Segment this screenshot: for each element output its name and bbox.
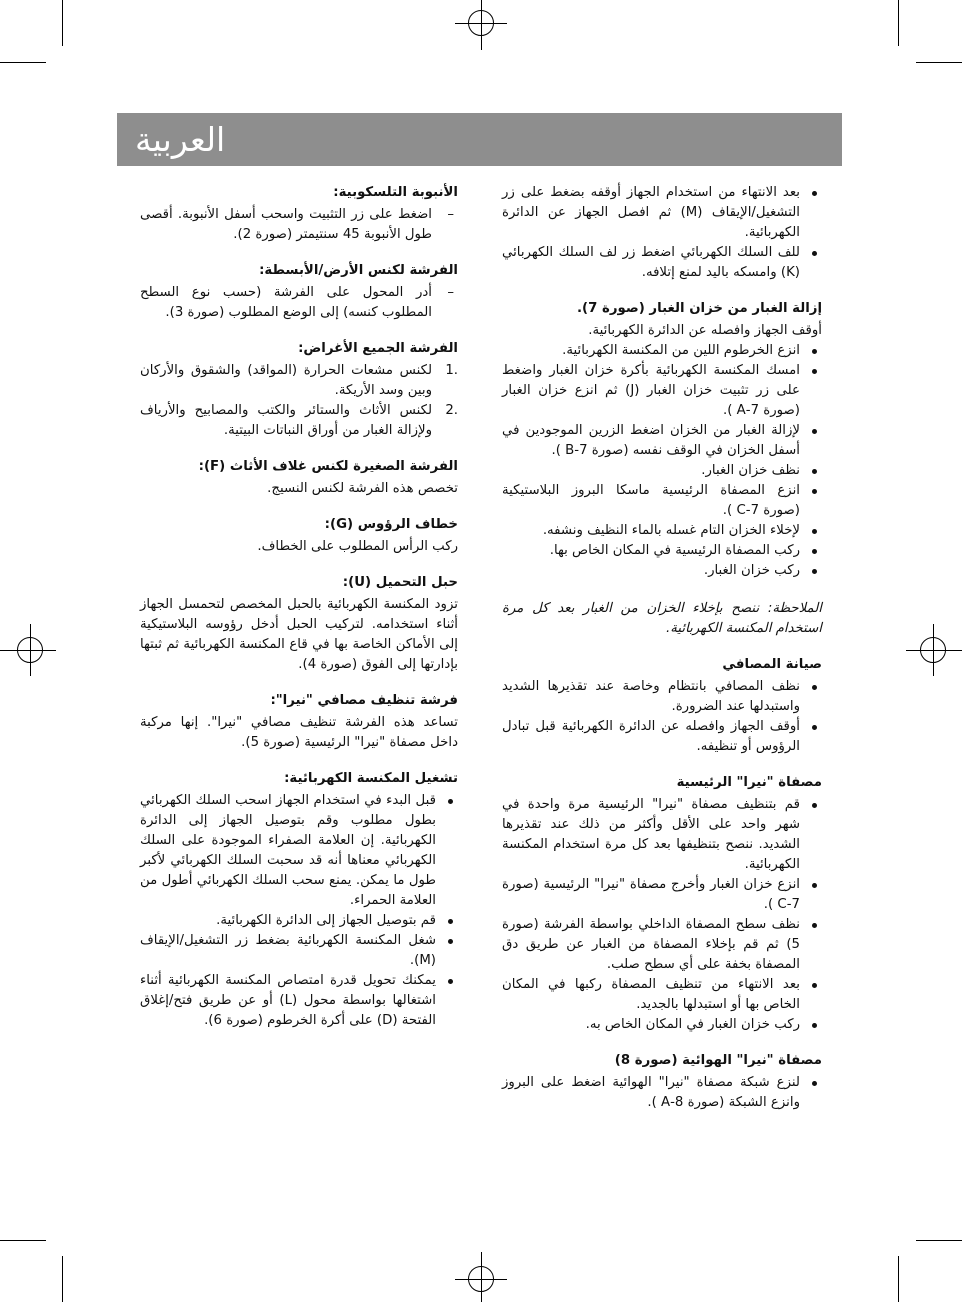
dust-removal-list [502,341,822,581]
intro-section [502,183,822,283]
floor-brush-section [140,261,458,323]
section-heading: مصفاة "نيرا" الهوائية (صورة 8) [614,1053,822,1068]
list-item: ركب المصفاة الرئيسية في المكان الخاص بها. [502,541,800,561]
list-item: يمكنك تحويل قدرة امتصاص المكنسة الكهربائية أثناء اشتغالها بواسطة محول (L) أو عن طريق فتح/إغلاق الفتحة (D) على أكرة الخرطوم (صورة 6). [140,971,436,1031]
section-heading: الفرشة الصغيرة لكنس غلاف الأثاث (F): [198,459,458,474]
crop-mark [916,1240,962,1241]
list-item: أوقف الجهاز وافصله عن الدائرة الكهربائية قبل تبادل الرؤوس أو تنظيفه. [502,717,800,757]
filters-maintenance-list [502,677,822,757]
section-heading: إزالة الغبار من خزان الغبار (صورة 7). [577,301,822,316]
paragraph: تزود المكنسة الكهربائية بالحبل المخصص لتحمسل الجهاز أثناء استخدامه. لتركيب الحبل أدخل رؤوسه البلاستيكية إلى الأماكن الخاصة بها في قاع المكنسة الكهربائية ثم ثبتها بإدارتها إلى الفوق (صورة 4). [140,597,458,672]
list-item: شغل المكنسة الكهربائية بضغط زر التشغيل/الإيقاف (M). [140,931,436,971]
carry-strap-section [140,573,458,675]
page-title: العربية [135,120,226,159]
section-heading: الأنبوبة التلسكوبية: [333,185,458,200]
universal-brush-section [140,339,458,441]
item-text: لكنس الأثاث والستائر والكتب والمصابيح والأرياف ولإزالة الغبار من أوراق النباتات البيتية. [140,403,432,438]
list-item: قبل البدء في استخدام الجهاز اسحب السلك الكهربائي بطول مطلوب وقم بتوصيل الجهاز إلى الدائرة الكهربائية. إن العلامة الصفراء الموجودة على السلك الكهربائي معناها أنه قد سحبت السلك الكهربائي لأكبر طول ما يمكن. يمنع سحب السلك الكهربائي أطول من العلامة الحمراء. [140,791,436,911]
list-item: ركب خزان الغبار في المكان الخاص به. [502,1015,800,1035]
crop-mark [916,62,962,63]
section-heading: الفرشة لكنس الأرض/الأبسطة: [259,263,458,278]
list-item: بعد الانتهاء من استخدام الجهاز أوقفه بضغط على زر التشغيل/الإيقاف (M) ثم افصل الجهاز عن الدائرة الكهربائية. [502,183,800,243]
air-filter-list [502,1073,822,1113]
crop-mark [62,0,63,46]
floor-brush-list [140,283,458,323]
list-item: بعد الانتهاء من تنظيف المصفاة ركبها في المكان الخاص بها أو استبدلها بالجديد. [502,975,800,1015]
crop-mark [898,1256,899,1302]
list-item: قم بتنظيف مصفاة "نيرا" الرئيسية مرة واحدة في شهر واحد على الأقل وأكثر من ذلك عند تقذيرها الشديد. ننصح بتنظيفها بعد كل مرة استخدام المكنسة الكهربائية. [502,795,800,875]
list-item: لإزالة الغبار من الخزان اضغط الزرين الموجودين في أسفل الخزان في الوقف نفسه (صورة 7-B ). [502,421,800,461]
item-number: 2. [445,403,458,418]
crop-mark [898,0,899,46]
crop-mark [0,62,46,63]
registration-mark-bottom [455,1279,507,1280]
universal-brush-list [140,361,458,441]
list-item: انزع المصفاة الرئيسية ماسكا البروز البلاستيكية (صورة 7-C ). [502,481,800,521]
language-banner [117,113,842,166]
list-item: امسك المكنسة الكهربائية بأكرة خزان الغبار واضغط على زر تثبيت خزان الغبار (J) ثم انزع خزان الغبار (صورة 7-A ). [502,361,800,421]
operation-list [140,791,458,1031]
air-filter-section [502,1051,822,1113]
operation-section [140,769,458,1031]
section-heading: الفرشة الجميع الأغراض: [298,341,458,356]
list-item: ركب خزان الغبار. [502,561,800,581]
registration-mark-top [481,0,482,50]
list-item [140,401,458,441]
note: الملاحظة: ننصح بإخلاء الخزان من الغبار بعد كل مرة استخدام المكنسة الكهربائية. [502,601,822,636]
furniture-brush-section [140,457,458,499]
list-item: للف السلك الكهربائي اضغط زر لف السلك الكهربائي (K) وامسكه باليد لمنع إتلافه. [502,243,800,283]
filters-maintenance-section [502,655,822,757]
registration-mark-bottom [481,1252,482,1302]
telescopic-tube-section [140,183,458,245]
main-filter-section [502,773,822,1035]
left-column [140,183,458,1047]
main-filter-list [502,795,822,1035]
right-column [502,183,822,1129]
registration-mark-left [0,650,56,651]
item-number: 1. [445,363,458,378]
intro-list [502,183,822,283]
dust-removal-section [502,299,822,581]
paragraph: تخصص هذه الفرشة لكنس النسيج. [267,481,458,496]
list-item: لنزع شبكة مصفاة "نيرا" الهوائية اضغط على البروز وانزع الشبكة (صورة 8-A ). [502,1073,800,1113]
list-item [140,361,458,401]
list-item: – اضغط على زر التثبيت واسحب أسفل الأنبوبة. أقصى طول الأنبوبة 45 سنتيمتر (صورة 2). [140,205,432,245]
registration-mark-right [906,650,962,651]
paragraph: أوقف الجهاز وافصله عن الدائرة الكهربائية. [588,323,822,338]
crop-mark [62,1256,63,1302]
section-heading: حبل التحميل (U): [342,575,458,590]
paragraph: ركب الرأس المطلوب على الخطاف. [257,539,458,554]
section-heading: صيانة المصافي [722,657,822,672]
list-item: نظف المصافي بانتظام وخاصة عند تقذيرها الشديد واستبدلها عند الضرورة. [502,677,800,717]
list-item: انزع خزان الغبار وأخرج مصفاة "نيرا" الرئيسية (صورة 7-C ). [502,875,800,915]
section-heading: مصفاة "نيرا" الرئيسية [676,775,822,790]
paragraph: تساعد هذه الفرشة تنظيف مصافي "نيرا". إنها مركبة داخل مصفاة "نيرا" الرئيسية (صورة 5). [140,715,458,750]
telescopic-tube-list [140,205,458,245]
section-heading: خطاف الرؤوس (G): [324,517,458,532]
filter-brush-section [140,691,458,753]
list-item: انزع الخرطوم اللين من المكنسة الكهربائية. [502,341,800,361]
list-item: نظف خزان الغبار. [502,461,800,481]
item-text: لكنس مشعات الحرارة (المواقد) والشقوق والأركان وبين وسد الأريكة. [140,363,432,398]
list-item: – أدر المحول على الفرشة (حسب نوع السطح المطلوب كنسه) إلى الوضع المطلوب (صورة 3). [140,283,432,323]
section-heading: فرشة تنظيف مصافي "نيرا": [270,693,458,708]
crop-mark [0,1240,46,1241]
heads-hook-section [140,515,458,557]
list-item: قم بتوصيل الجهاز إلى الدائرة الكهربائية. [140,911,436,931]
list-item: لإخلاء الخزان التام غسله بالماء النظيف ونشفه. [502,521,800,541]
registration-mark-top [455,23,507,24]
list-item: نظف سطح المصفاة الداخلي بواسطة الفرشة (صورة 5) ثم قم بإخلاء المصفاة من الغبار عن طريق دق المصفاة بخفة على أي سطح صلب. [502,915,800,975]
section-heading: تشغيل المكنسة الكهربائية: [284,771,458,786]
